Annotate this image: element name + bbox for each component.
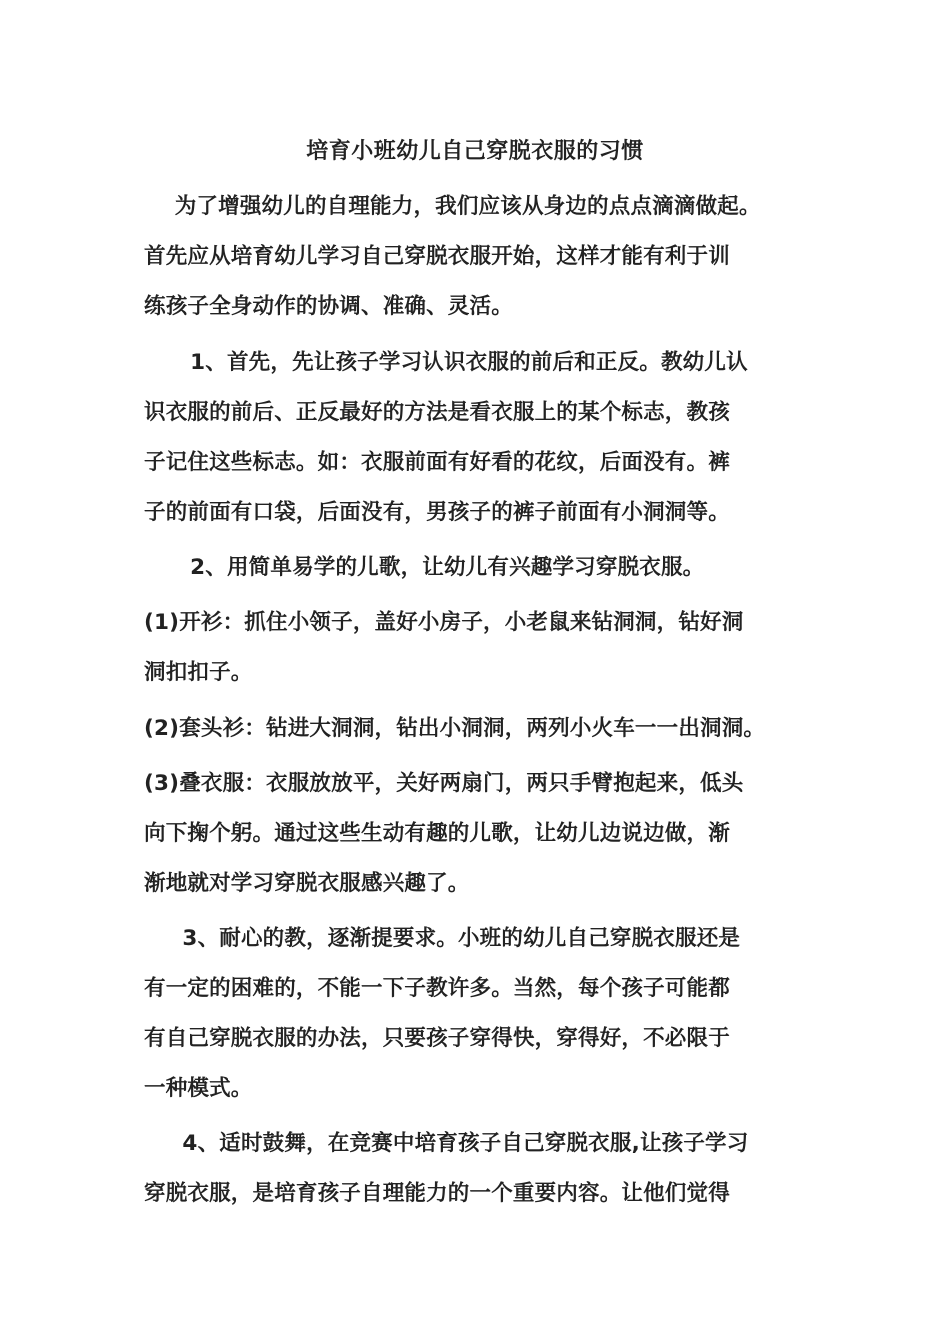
paragraph-line: 2、用简单易学的儿歌，让幼儿有兴趣学习穿脱衣服。 [144,555,705,580]
paragraph-line: 有一定的困难的，不能一下子教许多。当然，每个孩子可能都 [144,976,730,1001]
paragraph-line: (3)叠衣服：衣服放放平，关好两扇门，两只手臂抱起来，低头 [144,771,744,796]
paragraph-line: 4、适时鼓舞，在竞赛中培育孩子自己穿脱衣服,让孩子学习 [144,1131,749,1156]
paragraph-line: 穿脱衣服，是培育孩子自理能力的一个重要内容。让他们觉得 [144,1181,730,1206]
paragraph-line: 1、首先，先让孩子学习认识衣服的前后和正反。教幼儿认 [144,350,748,375]
paragraph-line: 有自己穿脱衣服的办法，只要孩子穿得快，穿得好，不必限于 [144,1026,730,1051]
paragraph-line: 子的前面有口袋，后面没有，男孩子的裤子前面有小洞洞等。 [144,500,730,525]
paragraph-line: 3、耐心的教，逐渐提要求。小班的幼儿自己穿脱衣服还是 [144,926,741,951]
paragraph-line: 子记住这些标志。如：衣服前面有好看的花纹，后面没有。裤 [144,450,730,475]
paragraph-line: (1)开衫：抓住小领子，盖好小房子，小老鼠来钻洞洞，钻好洞 [144,610,744,635]
paragraph-line: 识衣服的前后、正反最好的方法是看衣服上的某个标志，教孩 [144,400,730,425]
paragraph-line: 为了增强幼儿的自理能力，我们应该从身边的点点滴滴做起。 [144,194,761,219]
paragraph-line: 一种模式。 [144,1076,253,1101]
paragraph-line: 首先应从培育幼儿学习自己穿脱衣服开始，这样才能有利于训 [144,244,730,269]
document-title: 培育小班幼儿自己穿脱衣服的习惯 [306,139,644,164]
paragraph-line: 练孩子全身动作的协调、准确、灵活。 [144,294,513,319]
paragraph-line: 向下掬个躬。通过这些生动有趣的儿歌，让幼儿边说边做，渐 [144,821,730,846]
paragraph-line: (2)套头衫：钻进大洞洞，钻出小洞洞，两列小火车一一出洞洞。 [144,716,766,741]
paragraph-line: 渐地就对学习穿脱衣服感兴趣了。 [144,871,470,896]
paragraph-line: 洞扣扣子。 [144,660,253,685]
